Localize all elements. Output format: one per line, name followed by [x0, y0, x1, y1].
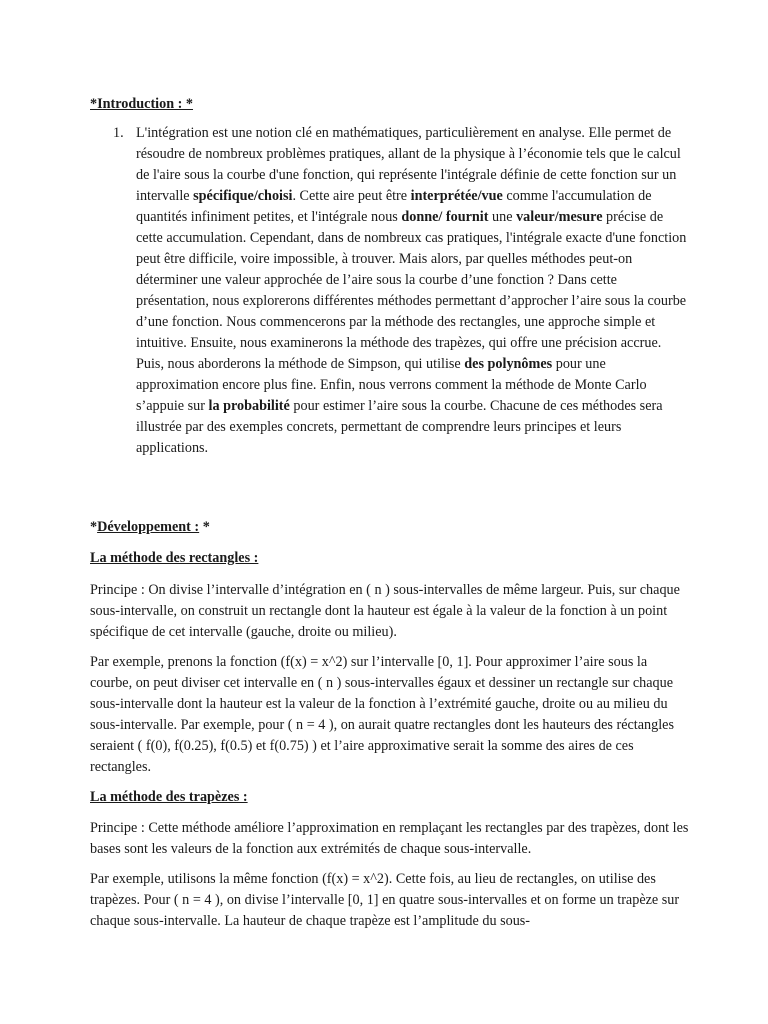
- bold-term: la probabilité: [208, 398, 290, 414]
- bold-term: donne/ fournit: [401, 209, 489, 225]
- introduction-paragraph: [136, 123, 690, 459]
- bold-term: des polynômes: [464, 356, 553, 372]
- trapezes-heading: La méthode des trapèzes :: [90, 789, 248, 805]
- trapezes-principle: Principe : Cette méthode améliore l’approximation en remplaçant les rectangles par des trapèzes, dont les bases sont les valeurs de la fonction aux extrémités de chaque sous-intervalle.: [90, 820, 689, 857]
- trapezes-example: Par exemple, utilisons la même fonction (f(x) = x^2). Cette fois, au lieu de rectangles, on utilise des trapèzes. Pour ( n = 4 ), on divise l’intervalle [0, 1] en quatre sous-intervalles et on forme un trapèze sur chaque sous-intervalle. La hauteur de chaque trapèze est l’amplitude du sous-: [90, 871, 680, 929]
- introduction-list: [113, 123, 690, 459]
- text-run: pour estimer l’aire sous la courbe. Chacune de ces méthodes sera illustrée par des exemples concrets, permettant de comprendre leurs principes et leurs applications.: [136, 398, 663, 456]
- text-run: précise de cette accumulation. Cependant, dans de nombreux cas pratiques, l'intégrale exacte d'une fonction peut être difficile, voire impossible, à trouver. Mais alors, par quelles méthodes peut-on déterminer une valeur approchée de l’aire sous la courbe d’une fonction ? Dans cette présentation, nous explorerons différentes méthodes permettant d’approcher l’aire sous la courbe d’une fonction. Nous commencerons par la méthode des rectangles, une approche simple et intuitive. Ensuite, nous examinerons la méthode des trapèzes, qui offre une précision accrue. Puis, nous aborderons la méthode de Simpson, qui utilise: [136, 209, 687, 372]
- text-run: une: [488, 209, 517, 225]
- heading-prefix: *: [90, 519, 98, 535]
- text-run: comme l'accumulation de quantités infiniment petites, et l'intégrale nous: [136, 188, 652, 225]
- text-run: L'intégration est une notion clé en mathématiques, particulièrement en analyse. Elle permet de résoudre de nombreux problèmes pratiques, allant de la physique à l’économie tels que le calcul de l'aire sous la courbe d'une fonction, qui représente l'intégrale définie de cette fonction sur un intervalle: [136, 125, 681, 204]
- heading-main: Développement :: [97, 519, 200, 535]
- text-run: pour une approximation encore plus fine. Enfin, nous verrons comment la méthode de Monte Carlo s’appuie sur: [136, 356, 647, 414]
- heading-suffix: *: [199, 519, 210, 535]
- bold-term: valeur/mesure: [516, 209, 603, 225]
- bold-term: spécifique/choisi: [193, 188, 293, 204]
- rectangles-principle: Principe : On divise l’intervalle d’intégration en ( n ) sous-intervalles de même largeur. Puis, sur chaque sous-intervalle, on construit un rectangle dont la hauteur est égale à la valeur de la fonction à un point spécifique de cet intervalle (gauche, droite ou milieu).: [90, 582, 680, 640]
- bold-term: interprétée/vue: [410, 188, 503, 204]
- rectangles-example: Par exemple, prenons la fonction (f(x) = x^2) sur l’intervalle [0, 1]. Pour approximer l’aire sous la courbe, on peut diviser cet intervalle en ( n ) sous-intervalles égaux et dessiner un rectangle sur chaque sous-intervalle dont la hauteur est la valeur de la fonction à l’extrémité gauche, droite ou au milieu du sous-intervalle. Par exemple, pour ( n = 4 ), on aurait quatre rectangles dont les hauteurs des réctangles seraient ( f(0), f(0.25), f(0.5) et f(0.75) ) et l’aire approximative serait la somme des aires de ces rectangles.: [90, 654, 674, 775]
- development-heading: [90, 517, 690, 538]
- introduction-heading: *Introduction : *: [90, 96, 194, 112]
- rectangles-heading: La méthode des rectangles :: [90, 550, 259, 566]
- list-item-number: 1.: [113, 125, 124, 141]
- text-run: . Cette aire peut être: [292, 188, 411, 204]
- list-item: [113, 123, 690, 459]
